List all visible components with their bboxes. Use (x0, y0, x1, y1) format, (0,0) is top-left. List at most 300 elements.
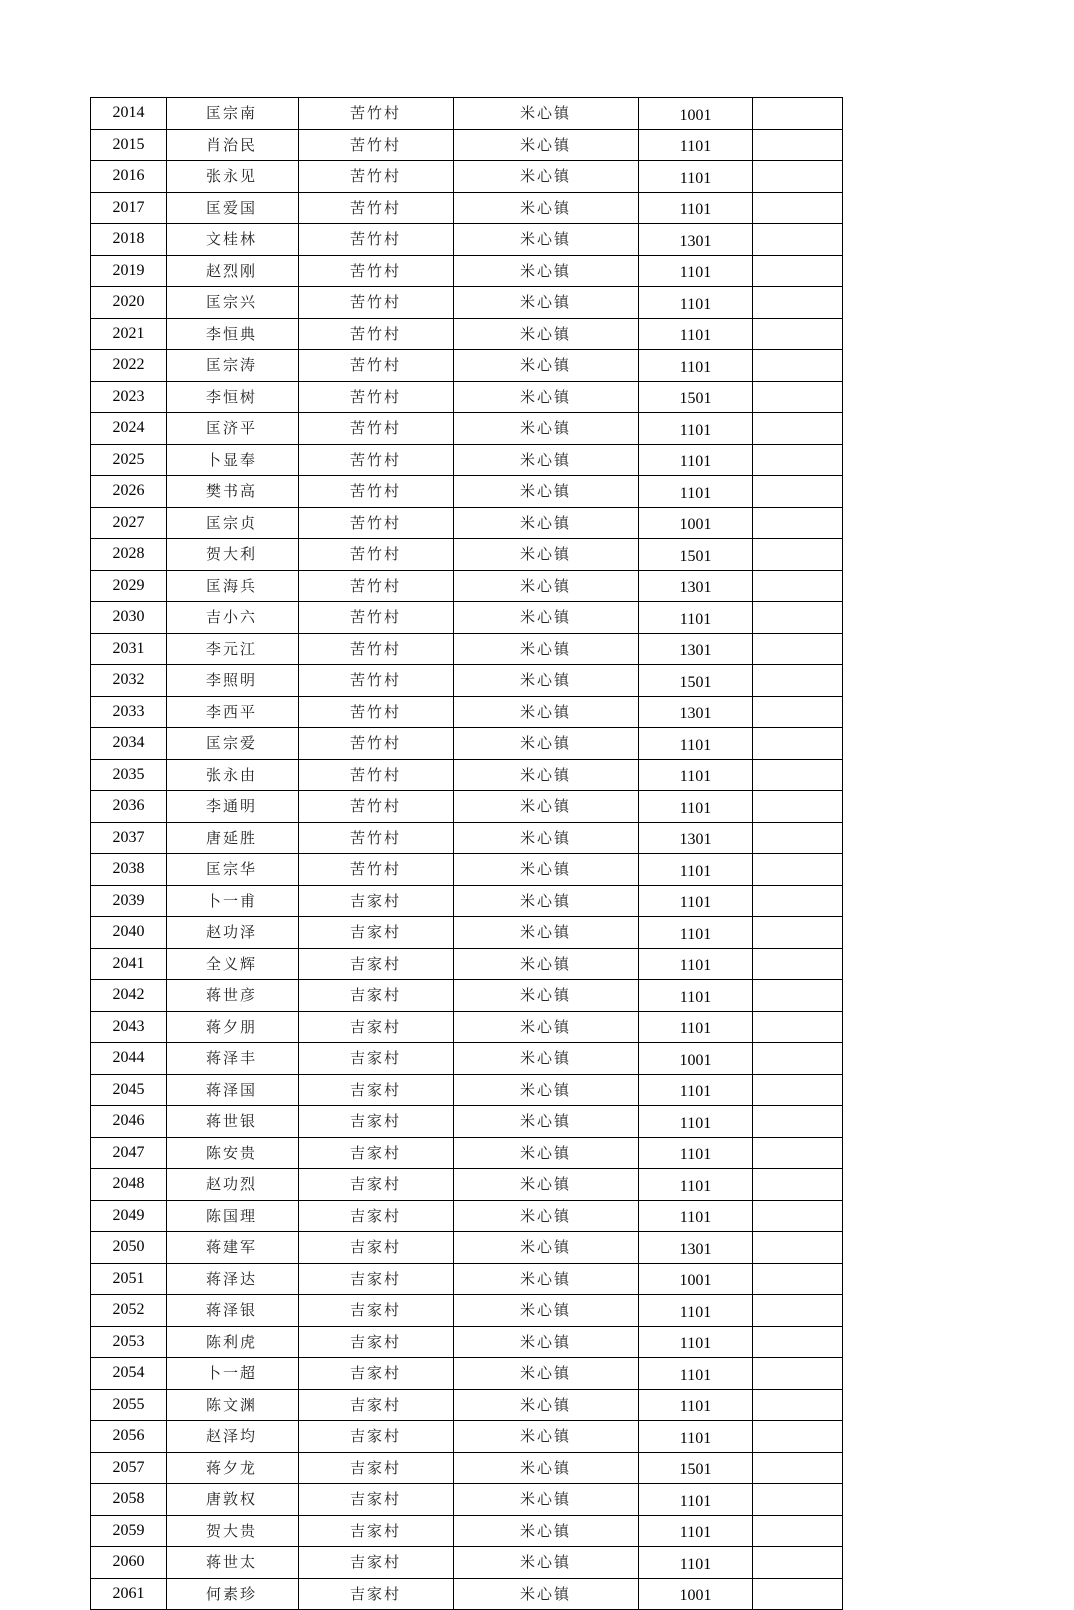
code-cell: 1301 (639, 822, 753, 854)
name-cell: 全义辉 (167, 948, 299, 980)
code-cell: 1101 (639, 948, 753, 980)
table-row (91, 1421, 843, 1453)
table-row (91, 728, 843, 760)
name-cell: 唐敦权 (167, 1484, 299, 1516)
town-cell: 米心镇 (454, 980, 639, 1012)
town-cell: 米心镇 (454, 192, 639, 224)
row-number-cell: 2031 (91, 633, 167, 665)
remark-cell (753, 1452, 843, 1484)
village-cell: 吉家村 (299, 1578, 454, 1610)
remark-cell (753, 570, 843, 602)
name-cell: 陈安贵 (167, 1137, 299, 1169)
table-row (91, 1295, 843, 1327)
village-cell: 苦竹村 (299, 381, 454, 413)
table-row (91, 885, 843, 917)
row-number-cell: 2039 (91, 885, 167, 917)
village-cell: 吉家村 (299, 1011, 454, 1043)
name-cell: 匡宗贞 (167, 507, 299, 539)
name-cell: 卜显奉 (167, 444, 299, 476)
remark-cell (753, 287, 843, 319)
code-cell: 1101 (639, 1389, 753, 1421)
village-cell: 苦竹村 (299, 854, 454, 886)
code-cell: 1101 (639, 255, 753, 287)
name-cell: 卜一甫 (167, 885, 299, 917)
code-cell: 1301 (639, 633, 753, 665)
village-cell: 吉家村 (299, 1232, 454, 1264)
village-cell: 苦竹村 (299, 161, 454, 193)
table-row (91, 696, 843, 728)
row-number-cell: 2049 (91, 1200, 167, 1232)
town-cell: 米心镇 (454, 1452, 639, 1484)
row-number-cell: 2029 (91, 570, 167, 602)
code-cell: 1101 (639, 1200, 753, 1232)
village-cell: 苦竹村 (299, 318, 454, 350)
village-cell: 吉家村 (299, 980, 454, 1012)
table-row (91, 1232, 843, 1264)
row-number-cell: 2026 (91, 476, 167, 508)
remark-cell (753, 854, 843, 886)
table-row (91, 381, 843, 413)
table-row (91, 444, 843, 476)
code-cell: 1001 (639, 1578, 753, 1610)
village-cell: 吉家村 (299, 1169, 454, 1201)
code-cell: 1501 (639, 1452, 753, 1484)
row-number-cell: 2028 (91, 539, 167, 571)
remark-cell (753, 665, 843, 697)
row-number-cell: 2032 (91, 665, 167, 697)
village-cell: 苦竹村 (299, 602, 454, 634)
code-cell: 1101 (639, 1326, 753, 1358)
row-number-cell: 2022 (91, 350, 167, 382)
town-cell: 米心镇 (454, 539, 639, 571)
table-row (91, 1578, 843, 1610)
table-row (91, 287, 843, 319)
remark-cell (753, 350, 843, 382)
remark-cell (753, 1011, 843, 1043)
table-row (91, 1389, 843, 1421)
village-cell: 吉家村 (299, 1547, 454, 1579)
remark-cell (753, 413, 843, 445)
code-cell: 1101 (639, 759, 753, 791)
code-cell: 1101 (639, 350, 753, 382)
village-cell: 苦竹村 (299, 791, 454, 823)
town-cell: 米心镇 (454, 602, 639, 634)
row-number-cell: 2053 (91, 1326, 167, 1358)
village-cell: 吉家村 (299, 948, 454, 980)
row-number-cell: 2016 (91, 161, 167, 193)
row-number-cell: 2043 (91, 1011, 167, 1043)
table-row (91, 1200, 843, 1232)
name-cell: 赵泽均 (167, 1421, 299, 1453)
village-cell: 苦竹村 (299, 476, 454, 508)
row-number-cell: 2023 (91, 381, 167, 413)
table-row (91, 665, 843, 697)
table-row (91, 1169, 843, 1201)
town-cell: 米心镇 (454, 1515, 639, 1547)
remark-cell (753, 728, 843, 760)
town-cell: 米心镇 (454, 1421, 639, 1453)
table-row (91, 1074, 843, 1106)
town-cell: 米心镇 (454, 161, 639, 193)
remark-cell (753, 917, 843, 949)
remark-cell (753, 381, 843, 413)
remark-cell (753, 1547, 843, 1579)
table-row (91, 539, 843, 571)
town-cell: 米心镇 (454, 1043, 639, 1075)
row-number-cell: 2056 (91, 1421, 167, 1453)
village-cell: 吉家村 (299, 1515, 454, 1547)
name-cell: 蒋泽银 (167, 1295, 299, 1327)
village-cell: 吉家村 (299, 1200, 454, 1232)
code-cell: 1101 (639, 1074, 753, 1106)
town-cell: 米心镇 (454, 1232, 639, 1264)
name-cell: 李通明 (167, 791, 299, 823)
code-cell: 1101 (639, 413, 753, 445)
table-row (91, 98, 843, 130)
table-row (91, 318, 843, 350)
village-cell: 苦竹村 (299, 696, 454, 728)
remark-cell (753, 129, 843, 161)
remark-cell (753, 1295, 843, 1327)
village-cell: 苦竹村 (299, 129, 454, 161)
table-row (91, 791, 843, 823)
name-cell: 陈文渊 (167, 1389, 299, 1421)
village-cell: 苦竹村 (299, 539, 454, 571)
row-number-cell: 2044 (91, 1043, 167, 1075)
row-number-cell: 2048 (91, 1169, 167, 1201)
remark-cell (753, 948, 843, 980)
village-cell: 吉家村 (299, 1295, 454, 1327)
code-cell: 1101 (639, 444, 753, 476)
code-cell: 1101 (639, 728, 753, 760)
code-cell: 1101 (639, 1358, 753, 1390)
name-cell: 唐延胜 (167, 822, 299, 854)
table-row (91, 948, 843, 980)
village-cell: 吉家村 (299, 1421, 454, 1453)
remark-cell (753, 255, 843, 287)
name-cell: 蒋夕朋 (167, 1011, 299, 1043)
table-row (91, 255, 843, 287)
row-number-cell: 2014 (91, 98, 167, 130)
table-row (91, 1043, 843, 1075)
code-cell: 1101 (639, 476, 753, 508)
name-cell: 匡宗爱 (167, 728, 299, 760)
name-cell: 匡宗华 (167, 854, 299, 886)
row-number-cell: 2037 (91, 822, 167, 854)
name-cell: 蒋泽国 (167, 1074, 299, 1106)
row-number-cell: 2034 (91, 728, 167, 760)
remark-cell (753, 1358, 843, 1390)
row-number-cell: 2015 (91, 129, 167, 161)
code-cell: 1101 (639, 1169, 753, 1201)
row-number-cell: 2050 (91, 1232, 167, 1264)
code-cell: 1101 (639, 1547, 753, 1579)
name-cell: 樊书高 (167, 476, 299, 508)
name-cell: 蒋泽达 (167, 1263, 299, 1295)
name-cell: 蒋夕龙 (167, 1452, 299, 1484)
remark-cell (753, 1074, 843, 1106)
remark-cell (753, 1137, 843, 1169)
town-cell: 米心镇 (454, 1074, 639, 1106)
town-cell: 米心镇 (454, 287, 639, 319)
name-cell: 陈国理 (167, 1200, 299, 1232)
remark-cell (753, 1200, 843, 1232)
row-number-cell: 2024 (91, 413, 167, 445)
remark-cell (753, 1043, 843, 1075)
code-cell: 1101 (639, 192, 753, 224)
code-cell: 1101 (639, 161, 753, 193)
town-cell: 米心镇 (454, 1263, 639, 1295)
row-number-cell: 2017 (91, 192, 167, 224)
remark-cell (753, 1169, 843, 1201)
table-row (91, 1452, 843, 1484)
remark-cell (753, 822, 843, 854)
row-number-cell: 2040 (91, 917, 167, 949)
row-number-cell: 2046 (91, 1106, 167, 1138)
name-cell: 赵功烈 (167, 1169, 299, 1201)
table-row (91, 413, 843, 445)
remark-cell (753, 98, 843, 130)
table-row (91, 476, 843, 508)
village-cell: 苦竹村 (299, 759, 454, 791)
remark-cell (753, 444, 843, 476)
row-number-cell: 2036 (91, 791, 167, 823)
row-number-cell: 2033 (91, 696, 167, 728)
table-row (91, 192, 843, 224)
town-cell: 米心镇 (454, 854, 639, 886)
code-cell: 1101 (639, 129, 753, 161)
table-row (91, 980, 843, 1012)
remark-cell (753, 1263, 843, 1295)
village-cell: 吉家村 (299, 1326, 454, 1358)
code-cell: 1301 (639, 696, 753, 728)
records-table-body (91, 98, 843, 1610)
code-cell: 1101 (639, 854, 753, 886)
row-number-cell: 2047 (91, 1137, 167, 1169)
name-cell: 张永由 (167, 759, 299, 791)
name-cell: 匡宗南 (167, 98, 299, 130)
village-cell: 苦竹村 (299, 192, 454, 224)
table-row (91, 224, 843, 256)
table-row (91, 1484, 843, 1516)
name-cell: 张永见 (167, 161, 299, 193)
village-cell: 吉家村 (299, 1043, 454, 1075)
town-cell: 米心镇 (454, 444, 639, 476)
row-number-cell: 2058 (91, 1484, 167, 1516)
remark-cell (753, 759, 843, 791)
code-cell: 1001 (639, 1263, 753, 1295)
table-row (91, 1326, 843, 1358)
village-cell: 苦竹村 (299, 444, 454, 476)
town-cell: 米心镇 (454, 1295, 639, 1327)
name-cell: 李恒典 (167, 318, 299, 350)
village-cell: 苦竹村 (299, 665, 454, 697)
town-cell: 米心镇 (454, 1358, 639, 1390)
remark-cell (753, 633, 843, 665)
code-cell: 1301 (639, 224, 753, 256)
row-number-cell: 2060 (91, 1547, 167, 1579)
name-cell: 匡宗涛 (167, 350, 299, 382)
name-cell: 何素珍 (167, 1578, 299, 1610)
village-cell: 吉家村 (299, 1358, 454, 1390)
name-cell: 蒋建军 (167, 1232, 299, 1264)
code-cell: 1501 (639, 381, 753, 413)
town-cell: 米心镇 (454, 759, 639, 791)
remark-cell (753, 1421, 843, 1453)
remark-cell (753, 192, 843, 224)
row-number-cell: 2051 (91, 1263, 167, 1295)
row-number-cell: 2061 (91, 1578, 167, 1610)
table-row (91, 854, 843, 886)
table-row (91, 917, 843, 949)
code-cell: 1501 (639, 665, 753, 697)
row-number-cell: 2055 (91, 1389, 167, 1421)
name-cell: 陈利虎 (167, 1326, 299, 1358)
village-cell: 苦竹村 (299, 350, 454, 382)
town-cell: 米心镇 (454, 129, 639, 161)
village-cell: 吉家村 (299, 1484, 454, 1516)
table-row (91, 161, 843, 193)
code-cell: 1101 (639, 917, 753, 949)
name-cell: 肖治民 (167, 129, 299, 161)
code-cell: 1101 (639, 885, 753, 917)
code-cell: 1101 (639, 1106, 753, 1138)
town-cell: 米心镇 (454, 476, 639, 508)
name-cell: 李西平 (167, 696, 299, 728)
table-row (91, 129, 843, 161)
town-cell: 米心镇 (454, 318, 639, 350)
row-number-cell: 2052 (91, 1295, 167, 1327)
village-cell: 苦竹村 (299, 633, 454, 665)
village-cell: 吉家村 (299, 1263, 454, 1295)
code-cell: 1101 (639, 1515, 753, 1547)
remark-cell (753, 1106, 843, 1138)
name-cell: 赵功泽 (167, 917, 299, 949)
name-cell: 蒋世银 (167, 1106, 299, 1138)
name-cell: 匡海兵 (167, 570, 299, 602)
village-cell: 吉家村 (299, 1106, 454, 1138)
village-cell: 苦竹村 (299, 287, 454, 319)
remark-cell (753, 1389, 843, 1421)
name-cell: 贺大利 (167, 539, 299, 571)
town-cell: 米心镇 (454, 1578, 639, 1610)
town-cell: 米心镇 (454, 1137, 639, 1169)
code-cell: 1101 (639, 980, 753, 1012)
town-cell: 米心镇 (454, 570, 639, 602)
table-row (91, 1358, 843, 1390)
town-cell: 米心镇 (454, 224, 639, 256)
row-number-cell: 2054 (91, 1358, 167, 1390)
table-row (91, 759, 843, 791)
town-cell: 米心镇 (454, 1389, 639, 1421)
table-row (91, 602, 843, 634)
village-cell: 吉家村 (299, 1074, 454, 1106)
row-number-cell: 2045 (91, 1074, 167, 1106)
village-cell: 苦竹村 (299, 98, 454, 130)
remark-cell (753, 1484, 843, 1516)
town-cell: 米心镇 (454, 255, 639, 287)
code-cell: 1101 (639, 602, 753, 634)
row-number-cell: 2021 (91, 318, 167, 350)
name-cell: 文桂林 (167, 224, 299, 256)
records-table (90, 97, 843, 1610)
remark-cell (753, 1232, 843, 1264)
row-number-cell: 2018 (91, 224, 167, 256)
table-row (91, 507, 843, 539)
remark-cell (753, 696, 843, 728)
code-cell: 1101 (639, 1484, 753, 1516)
name-cell: 贺大贵 (167, 1515, 299, 1547)
village-cell: 吉家村 (299, 1452, 454, 1484)
town-cell: 米心镇 (454, 1547, 639, 1579)
village-cell: 苦竹村 (299, 255, 454, 287)
table-row (91, 1547, 843, 1579)
table-row (91, 350, 843, 382)
town-cell: 米心镇 (454, 917, 639, 949)
table-row (91, 633, 843, 665)
remark-cell (753, 161, 843, 193)
code-cell: 1001 (639, 507, 753, 539)
village-cell: 苦竹村 (299, 413, 454, 445)
town-cell: 米心镇 (454, 948, 639, 980)
table-row (91, 1011, 843, 1043)
code-cell: 1001 (639, 98, 753, 130)
row-number-cell: 2042 (91, 980, 167, 1012)
remark-cell (753, 791, 843, 823)
remark-cell (753, 1578, 843, 1610)
remark-cell (753, 476, 843, 508)
village-cell: 苦竹村 (299, 224, 454, 256)
row-number-cell: 2027 (91, 507, 167, 539)
name-cell: 吉小六 (167, 602, 299, 634)
town-cell: 米心镇 (454, 696, 639, 728)
name-cell: 李照明 (167, 665, 299, 697)
remark-cell (753, 539, 843, 571)
code-cell: 1301 (639, 570, 753, 602)
remark-cell (753, 602, 843, 634)
town-cell: 米心镇 (454, 1200, 639, 1232)
row-number-cell: 2035 (91, 759, 167, 791)
name-cell: 蒋世太 (167, 1547, 299, 1579)
code-cell: 1101 (639, 287, 753, 319)
remark-cell (753, 224, 843, 256)
table-row (91, 1263, 843, 1295)
name-cell: 匡济平 (167, 413, 299, 445)
table-row (91, 822, 843, 854)
name-cell: 李元江 (167, 633, 299, 665)
row-number-cell: 2019 (91, 255, 167, 287)
village-cell: 吉家村 (299, 917, 454, 949)
name-cell: 匡宗兴 (167, 287, 299, 319)
row-number-cell: 2038 (91, 854, 167, 886)
name-cell: 李恒树 (167, 381, 299, 413)
row-number-cell: 2025 (91, 444, 167, 476)
row-number-cell: 2057 (91, 1452, 167, 1484)
code-cell: 1501 (639, 539, 753, 571)
town-cell: 米心镇 (454, 381, 639, 413)
code-cell: 1101 (639, 1011, 753, 1043)
row-number-cell: 2059 (91, 1515, 167, 1547)
village-cell: 苦竹村 (299, 822, 454, 854)
row-number-cell: 2041 (91, 948, 167, 980)
town-cell: 米心镇 (454, 350, 639, 382)
town-cell: 米心镇 (454, 791, 639, 823)
town-cell: 米心镇 (454, 1326, 639, 1358)
town-cell: 米心镇 (454, 1106, 639, 1138)
name-cell: 赵烈刚 (167, 255, 299, 287)
town-cell: 米心镇 (454, 885, 639, 917)
row-number-cell: 2030 (91, 602, 167, 634)
